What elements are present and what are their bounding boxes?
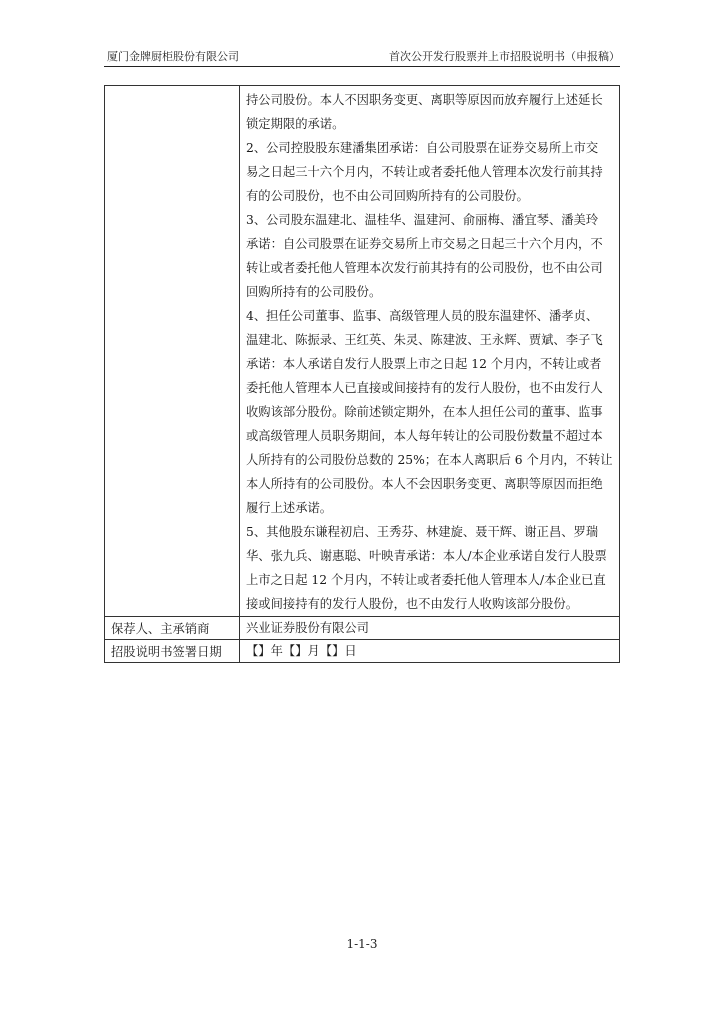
- commitment-line: 转让或者委托他人管理本次发行前其持有的公司股份，也不由公司: [246, 261, 603, 275]
- commitment-line: 持公司股份。本人不因职务变更、离职等原因而放弃履行上述延长: [246, 93, 603, 107]
- commitment-line: 履行上述承诺。: [246, 501, 333, 515]
- sponsor-label: 保荐人、主承销商: [105, 617, 240, 640]
- commitment-line: 温建北、陈振录、王红英、朱灵、陈建波、王永辉、贾斌、李子飞: [246, 333, 603, 347]
- commitment-line: 上市之日起 12 个月内，不转让或者委托他人管理本人/本企业已直: [246, 573, 606, 587]
- commitment-line: 收购该部分股份。除前述锁定期外，在本人担任公司的董事、监事: [246, 405, 603, 419]
- commitment-line: 本人所持有的公司股份。本人不会因职务变更、离职等原因而拒绝: [246, 477, 603, 491]
- commitment-line: 接或间接持有的发行人股份，也不由发行人收购该部分股份。: [246, 597, 579, 611]
- document-title: 首次公开发行股票并上市招股说明书（申报稿）: [389, 50, 620, 63]
- commitment-line: 委托他人管理本人已直接或间接持有的发行人股份，也不由发行人: [246, 381, 603, 395]
- commitment-line: 承诺：本人承诺自发行人股票上市之日起 12 个月内，不转让或者: [246, 357, 602, 371]
- commitment-line: 承诺：自公司股票在证券交易所上市交易之日起三十六个月内，不: [246, 237, 603, 251]
- header-rule: [104, 66, 620, 67]
- lockup-commitments-cell: [240, 86, 620, 617]
- commitment-line: 回购所持有的公司股份。: [246, 285, 382, 299]
- company-name: 厦门金牌厨柜股份有限公司: [107, 50, 239, 63]
- commitment-line: 3、公司股东温建北、温桂华、温建河、俞丽梅、潘宜琴、潘美玲: [246, 213, 599, 227]
- table-row: [105, 86, 620, 617]
- commitment-line: 人所持有的公司股份总数的 25%；在本人离职后 6 个月内，不转让: [246, 453, 613, 467]
- table-row: [105, 617, 620, 640]
- table-row: [105, 640, 620, 663]
- info-table: [104, 85, 620, 663]
- table-label-cell: [105, 86, 240, 617]
- commitment-line: 或高级管理人员职务期间，本人每年转让的公司股份数量不超过本: [246, 429, 603, 443]
- commitment-line: 易之日起三十六个月内，不转让或者委托他人管理本次发行前其持: [246, 165, 603, 179]
- commitment-line: 4、担任公司董事、监事、高级管理人员的股东温建怀、潘孝贞、: [246, 309, 599, 323]
- page-number: 1-1-3: [346, 937, 378, 951]
- signing-date-label: 招股说明书签署日期: [105, 640, 240, 663]
- commitment-line: 华、张九兵、谢惠聪、叶映青承诺：本人/本企业承诺自发行人股票: [246, 549, 607, 563]
- sponsor-value: 兴业证券股份有限公司: [240, 617, 620, 640]
- commitment-line: 有的公司股份，也不由公司回购所持有的公司股份。: [246, 189, 529, 203]
- signing-date-value: 【】年【】月【】日: [240, 640, 620, 663]
- commitment-line: 锁定期限的承诺。: [246, 117, 345, 131]
- commitment-line: 2、公司控股股东建潘集团承诺：自公司股票在证券交易所上市交: [246, 141, 599, 155]
- commitment-line: 5、其他股东谦程初启、王秀芬、林建旋、聂干辉、谢正昌、罗瑞: [246, 525, 599, 539]
